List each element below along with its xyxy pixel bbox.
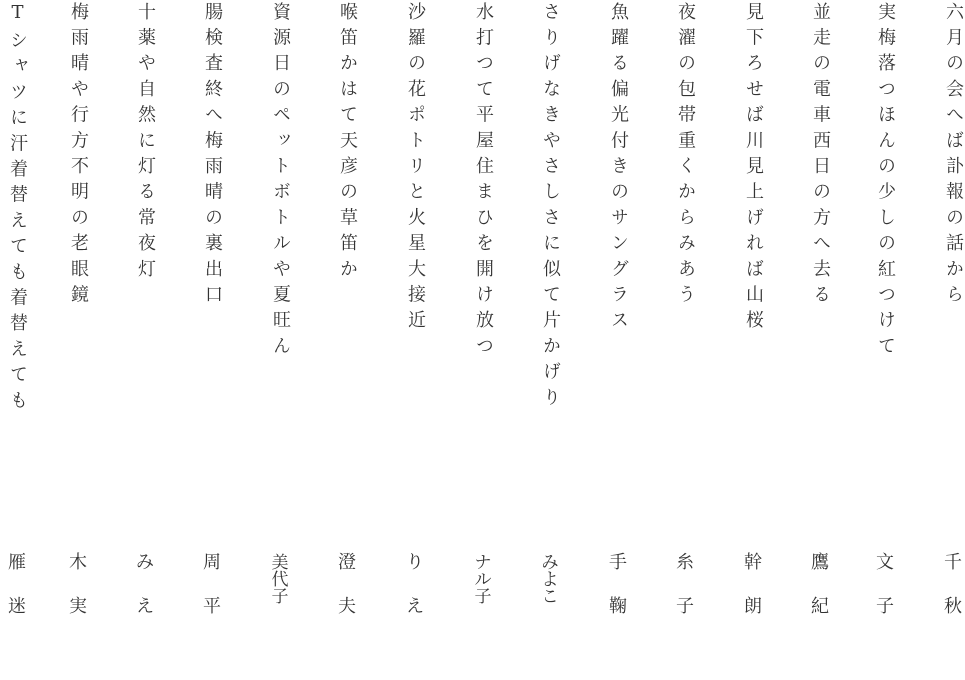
author-name [128,553,162,623]
author-name-char: 手 [609,552,627,573]
haiku-column [466,0,500,680]
author-name-char: み [136,552,154,573]
author-name [0,553,34,623]
author-name-char: 子 [876,596,894,617]
author-name-char: え [406,596,424,617]
author-name-char: 代 [271,570,289,590]
author-name-char: 朗 [744,596,762,617]
author-name [868,553,902,623]
author-name-char: 澄 [338,552,356,573]
author-name-char: み [541,553,559,573]
author-name-char: 糸 [676,552,694,573]
author-name-char: 美 [271,553,289,573]
author-name-char: 雁 [8,552,26,573]
author-name-char: 文 [876,552,894,573]
haiku-text: 魚躍る偏光付きのサングラス [608,2,629,337]
haiku-column [398,0,432,680]
haiku-text: 六月の会へば訃報の話から [943,2,964,311]
author-name-char: こ [541,587,559,607]
author-name-char: 鞠 [609,596,627,617]
haiku-column [601,0,635,680]
author-name-char: ナ [474,553,492,573]
author-name-char: 子 [271,587,289,607]
author-name [803,553,837,623]
author-name [533,553,567,623]
haiku-column [868,0,902,680]
haiku-column [533,0,567,680]
author-name-char: 鷹 [811,552,829,573]
author-name-char: 子 [474,587,492,607]
haiku-column [330,0,364,680]
author-name [601,553,635,623]
haiku-text: 見下ろせば川見上げれば山桜 [743,2,764,337]
author-name [736,553,770,623]
author-name-char: 夫 [338,596,356,617]
author-name-char: 実 [69,596,87,617]
author-name-char: 木 [69,552,87,573]
author-name-char: り [406,552,424,573]
haiku-text: 梅雨晴や行方不明の老眼鏡 [68,2,89,311]
author-name [398,553,432,623]
author-name-char: 秋 [944,596,962,617]
haiku-text: 水打つて平屋住まひを開け放つ [473,2,494,362]
author-name [263,553,297,623]
author-name-char: ル [474,570,492,590]
author-name-char: よ [541,570,559,590]
author-name-char: 紀 [811,596,829,617]
author-name-char: 平 [203,596,221,617]
haiku-column [263,0,297,680]
haiku-text: 沙羅の花ポトリと火星大接近 [405,2,426,337]
haiku-column [195,0,229,680]
haiku-text: 十薬や自然に灯る常夜灯 [135,2,156,285]
haiku-column [936,0,965,680]
haiku-column [0,0,34,680]
haiku-text: 喉笛かはて天彦の草笛か [337,2,358,285]
author-name [668,553,702,623]
haiku-column [736,0,770,680]
haiku-text: 資源日のペットボトルや夏旺ん [270,2,291,362]
author-name-char: 周 [203,552,221,573]
author-name-char: 千 [944,552,962,573]
author-name-char: 迷 [8,596,26,617]
author-name-char: え [136,596,154,617]
haiku-text: Tシャツに汗着替えても着替えても [7,2,28,417]
author-name [466,553,500,623]
haiku-text: 夜濯の包帯重くからみあう [675,2,696,311]
haiku-column [803,0,837,680]
author-name-char: 幹 [744,552,762,573]
haiku-text: 実梅落つほんの少しの紅つけて [875,2,896,362]
haiku-column [61,0,95,680]
author-name [195,553,229,623]
haiku-text: 並走の電車西日の方へ去る [810,2,831,311]
haiku-text: 腸検査終へ梅雨晴の裏出口 [202,2,223,311]
author-name-char: 子 [676,596,694,617]
author-name [936,553,965,623]
author-name [61,553,95,623]
author-name [330,553,364,623]
haiku-text: さりげなきやさしさに似て片かげり [540,2,561,414]
haiku-column [668,0,702,680]
haiku-column [128,0,162,680]
